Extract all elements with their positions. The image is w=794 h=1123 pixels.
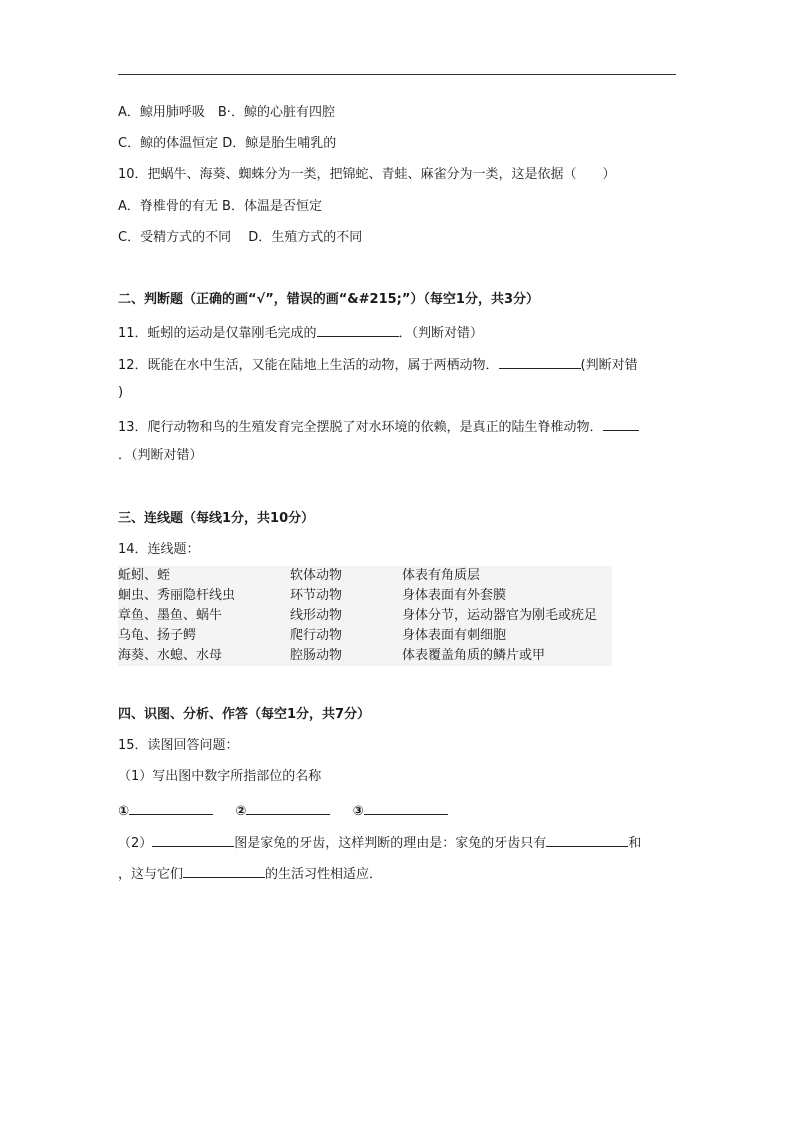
q11-answer-blank[interactable] <box>317 322 399 337</box>
q15-sub2-prefix: （2） <box>118 836 153 851</box>
q15-sub2-cont <box>118 863 382 884</box>
q10-stem: 10．把蜗牛、海葵、蜘蛛分为一类，把锦蛇、青蛙、麻雀分为一类，这是依据（ ） <box>118 167 616 182</box>
section4-title: 四、识图、分析、作答（每空1分，共7分） <box>118 707 371 722</box>
table-cell: 身体表面有外套膜 <box>402 588 507 603</box>
table-cell: 身体表面有刺细胞 <box>402 628 507 643</box>
mark-2: ② <box>235 804 247 819</box>
answer-blank-3[interactable] <box>364 800 448 815</box>
matching-table <box>118 566 612 666</box>
answer-blank-5[interactable] <box>546 832 628 847</box>
q12-text: 12．既能在水中生活，又能在陆地上生活的动物，属于两栖动物． <box>118 358 499 373</box>
section3-title: 三、连线题（每线1分，共10分） <box>118 511 315 526</box>
answer-blank-4[interactable] <box>152 832 234 847</box>
table-cell: 海葵、水螅、水母 <box>118 648 223 663</box>
table-cell: 环节动物 <box>290 588 343 603</box>
table-cell: 乌龟、扬子鳄 <box>118 628 197 643</box>
table-cell: 蚯蚓、蛭 <box>118 568 171 583</box>
answer-blank-1[interactable] <box>129 800 213 815</box>
mark-1: ① <box>118 804 130 819</box>
q14: 14．连线题： <box>118 542 200 557</box>
q10-option-a-b: A．脊椎骨的有无 B．体温是否恒定 <box>118 199 322 214</box>
q12 <box>118 354 638 375</box>
q10-option-c-d: C．受精方式的不同 D．生殖方式的不同 <box>118 230 363 245</box>
q9-option-c-d: C．鲸的体温恒定 D．鲸是胎生哺乳的 <box>118 136 337 151</box>
table-cell: 身体分节，运动器官为刚毛或疣足 <box>402 608 598 623</box>
q13-answer-blank[interactable] <box>603 416 639 431</box>
q15-sub1-blanks <box>118 800 448 821</box>
q15: 15．读图回答问题： <box>118 738 239 753</box>
q12-cont: ) <box>118 385 124 400</box>
q11 <box>118 322 483 343</box>
table-cell: 章鱼、墨鱼、蜗牛 <box>118 608 223 623</box>
table-cell: 腔肠动物 <box>290 648 343 663</box>
table-cell: 体表覆盖角质的鳞片或甲 <box>402 648 546 663</box>
table-cell: 软体动物 <box>290 568 343 583</box>
q15-sub1: （1）写出图中数字所指部位的名称 <box>118 769 322 784</box>
table-cell: 体表有角质层 <box>402 568 481 583</box>
mark-3: ③ <box>352 804 364 819</box>
q9-option-a-b: A．鲸用肺呼吸 B·．鲸的心脏有四腔 <box>118 105 335 120</box>
table-cell: 线形动物 <box>290 608 343 623</box>
q15-sub2-and: 和 <box>628 836 642 851</box>
q15-sub2-cont-suffix: 的生活习性相适应． <box>265 867 383 882</box>
q13-cont: ．（判断对错） <box>118 448 203 463</box>
q15-sub2 <box>118 832 641 853</box>
q13 <box>118 416 639 437</box>
answer-blank-2[interactable] <box>246 800 330 815</box>
q11-text: 11．蚯蚓的运动是仅靠刚毛完成的 <box>118 326 317 341</box>
answer-blank-6[interactable] <box>183 863 265 878</box>
q13-text: 13．爬行动物和鸟的生殖发育完全摆脱了对水环境的依赖，是真正的陆生脊椎动物． <box>118 420 603 435</box>
q15-sub2-text: 图是家兔的牙齿，这样判断的理由是：家兔的牙齿只有 <box>234 836 547 851</box>
q15-sub2-cont-prefix: ，这与它们 <box>118 867 184 882</box>
table-cell: 蛔虫、秀丽隐杆线虫 <box>118 588 236 603</box>
section2-title: 二、判断题（正确的画“√”，错误的画“&#215;”）（每空1分，共3分） <box>118 292 540 307</box>
table-cell: 爬行动物 <box>290 628 343 643</box>
q12-suffix: (判断对错 <box>580 358 638 373</box>
q12-answer-blank[interactable] <box>499 354 581 369</box>
header-rule <box>118 74 676 75</box>
q11-suffix: ．（判断对错） <box>398 326 484 341</box>
